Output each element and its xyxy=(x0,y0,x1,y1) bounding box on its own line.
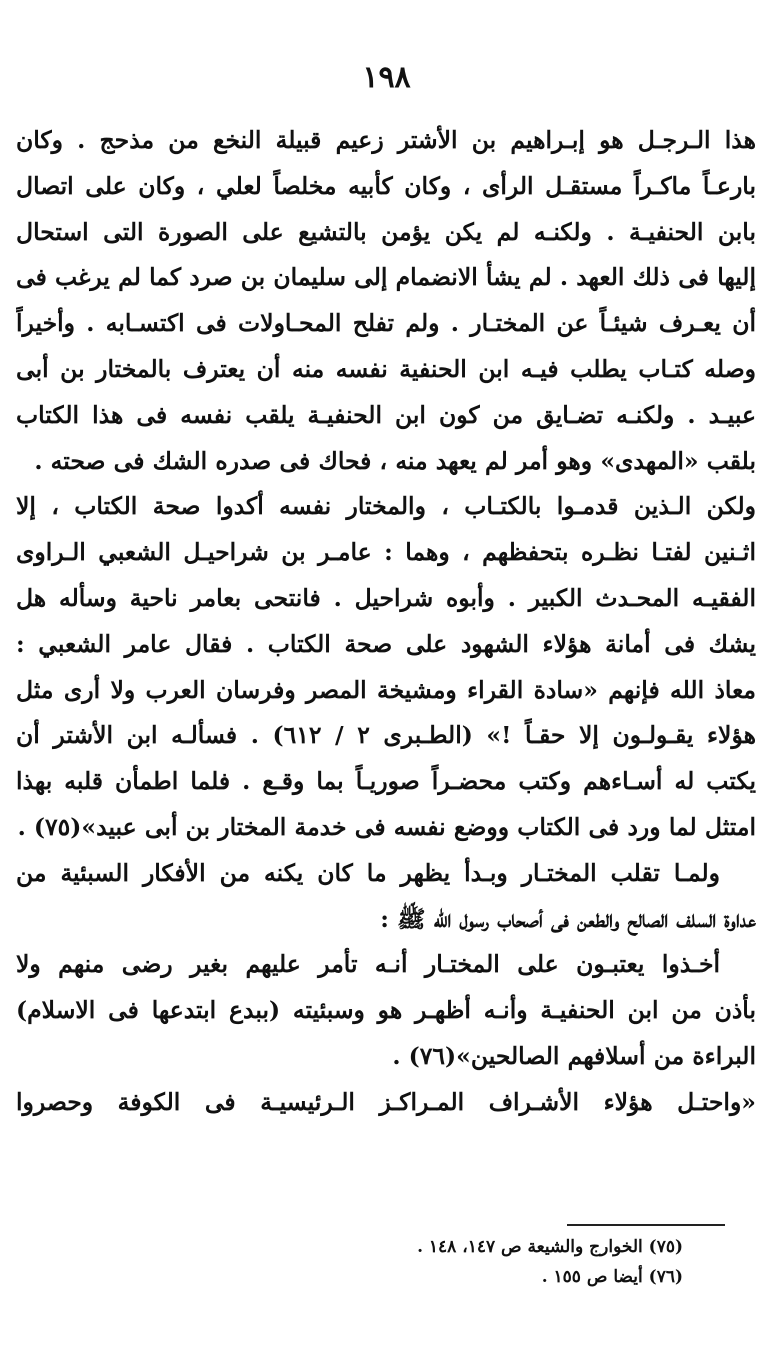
text-line: عبيـد . ولكنـه تضـايق من كون ابن الحنفيـة يلقب نفسه فى هذا الكتاب xyxy=(16,400,756,429)
text-line: امتثل لما ورد فى الكتاب ووضع نفسه فى خدمة المختار بن أبى عبيد»(٧٥) . xyxy=(17,812,756,841)
body-text xyxy=(16,118,756,1126)
text-line: أن يعـرف شيئـاً عن المختـار . ولم تفلح المحـاولات فى اكتسـابه . وأخيراً xyxy=(16,309,756,338)
text-line: الفقيـه المحـدث الكبير . وأبوه شراحيل . فانتحى بعامر ناحية وسأله هل xyxy=(16,583,756,612)
text-line: بابن الحنفيـة . ولكنـه لم يكن يؤمن بالتشيع على الصورة التى استحال xyxy=(16,217,756,246)
text-line: وصله كتـاب يطلب فيـه ابن الحنفية نفسه منه أن يعترف بالمختار بن أبى xyxy=(16,354,756,383)
footnote: (٧٦) أيضا ص ١٥٥ . xyxy=(541,1267,683,1287)
text-line: ولكن الـذين قدمـوا بالكتـاب ، والمختار نفسه أكدوا صحة الكتاب ، إلا xyxy=(16,492,756,521)
text-line: أخـذوا يعتبـون على المختـار أنـه تأمر عليهم بغير رضى منهم ولا xyxy=(16,950,720,979)
text-line: هؤلاء يقـولـون إلا حقـاً !» (الطـبرى ٢ / ٦١٢) . فسألـه ابن الأشتر أن xyxy=(16,721,756,750)
footnote: (٧٥) الخوارج والشيعة ص ١٤٧، ١٤٨ . xyxy=(417,1237,683,1257)
text-line: بارعـاً ماكـراً مستقـل الرأى ، وكان كأبيه مخلصاً لعلي ، وكان على اتصال xyxy=(16,171,756,200)
text-line: هذا الـرجـل هو إبـراهيم بن الأشتر زعيم قبيلة النخع من مذحج . وكان xyxy=(16,126,756,154)
text-line: عداوة السلف الصالح والطعن فى أصحاب رسول الله ﷺ : xyxy=(380,904,756,933)
text-line: «واحتـل هؤلاء الأشـراف المـراكـز الـرئيسيـة فى الكوفة وحصروا xyxy=(16,1087,756,1116)
footnotes xyxy=(183,1232,683,1292)
text-line: بأذن من ابن الحنفيـة وأنـه أظهـر هو وسبئيته (ببدع ابتدعها فى الاسلام) xyxy=(16,996,756,1025)
text-line: بلقب «المهدى» وهو أمر لم يعهد منه ، فحاك فى صدره الشك فى صحته . xyxy=(34,446,756,475)
footnote-separator xyxy=(567,1224,725,1226)
text-line: يكتب له أسـاءهم وكتب محضـراً صوريـاً بما وقـع . فلما اطمأن قلبه بهذا xyxy=(16,767,756,796)
text-line: يشك فى أمانة هؤلاء الشهود على صحة الكتاب . فقال عامر الشعبي : xyxy=(16,629,756,658)
text-line: البراءة من أسلافهم الصالحين»(٧٦) . xyxy=(392,1041,756,1070)
text-line: ولمـا تقلب المختـار وبـدأ يظهر ما كان يكنه من الأفكار السبئية من xyxy=(16,858,720,887)
text-line: معاذ الله فإنهم «سادة القراء ومشيخة المصر وفرسان العرب ولا أرى مثل xyxy=(16,675,756,704)
page-number: ١٩٨ xyxy=(362,60,411,95)
text-line: اثـنين لفتـا نظـره بتحفظهم ، وهما : عامـر بن شراحيـل الشعبي الـراوى xyxy=(16,538,756,567)
text-line: إليها فى ذلك العهد . لم يشأ الانضمام إلى سليمان بن صرد كما لم يرغب فى xyxy=(16,263,756,292)
